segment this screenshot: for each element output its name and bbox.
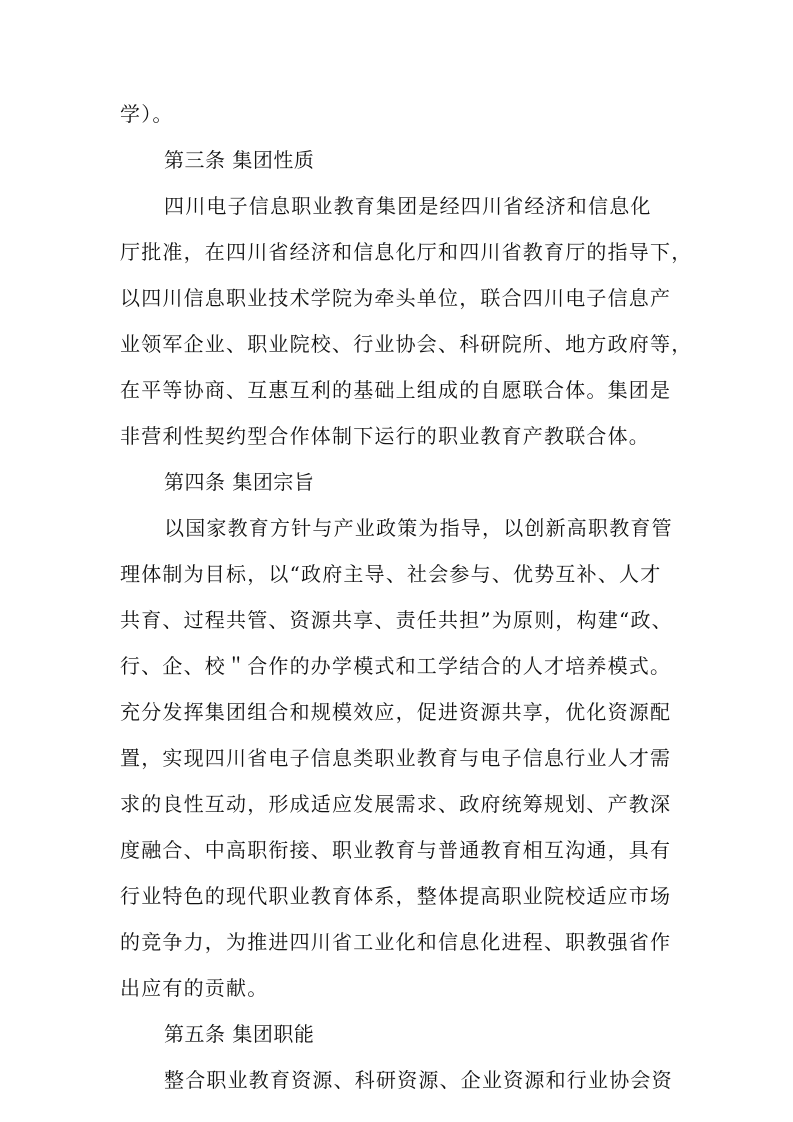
- paragraph-line: 以四川信息职业技术学院为牵头单位，联合四川电子信息产: [120, 286, 672, 310]
- paragraph-line: 学）。: [120, 102, 174, 126]
- paragraph-line: 度融合、中高职衔接、职业教育与普通教育相互沟通，具有: [120, 838, 672, 862]
- article-heading: 第四条 集团宗旨: [164, 470, 315, 494]
- paragraph-line: 共育、过程共管、资源共享、责任共担”为原则，构建“政、: [120, 608, 673, 632]
- paragraph-line: 求的良性互动，形成适应发展需求、政府统筹规划、产教深: [120, 792, 672, 816]
- article-heading: 第三条 集团性质: [164, 148, 315, 172]
- paragraph-line: 的竞争力，为推进四川省工业化和信息化进程、职教强省作: [120, 930, 672, 954]
- paragraph-line: 非营利性契约型合作体制下运行的职业教育产教联合体。: [120, 424, 650, 448]
- paragraph-line: 四川电子信息职业教育集团是经四川省经济和信息化: [164, 194, 652, 218]
- article-heading: 第五条 集团职能: [164, 1022, 315, 1046]
- paragraph-line: 行业特色的现代职业教育体系，整体提高职业院校适应市场: [120, 884, 672, 908]
- paragraph-line: 厅批准，在四川省经济和信息化厅和四川省教育厅的指导下，: [120, 240, 693, 264]
- paragraph-line: 充分发挥集团组合和规模效应，促进资源共享，优化资源配: [120, 700, 672, 724]
- paragraph-line: 整合职业教育资源、科研资源、企业资源和行业协会资: [164, 1068, 673, 1092]
- paragraph-line: 出应有的贡献。: [120, 976, 269, 1000]
- paragraph-line: 在平等协商、互惠互利的基础上组成的自愿联合体。集团是: [120, 378, 672, 402]
- paragraph-line: 以国家教育方针与产业政策为指导，以创新高职教育管: [164, 516, 673, 540]
- paragraph-line: 理体制为目标，以“政府主导、社会参与、优势互补、人才: [120, 562, 662, 586]
- paragraph-line: 置，实现四川省电子信息类职业教育与电子信息行业人才需: [120, 746, 672, 770]
- paragraph-line: 行、企、校＂合作的办学模式和工学结合的人才培养模式。: [120, 654, 672, 678]
- paragraph-line: 业领军企业、职业院校、行业协会、科研院所、地方政府等，: [120, 332, 693, 356]
